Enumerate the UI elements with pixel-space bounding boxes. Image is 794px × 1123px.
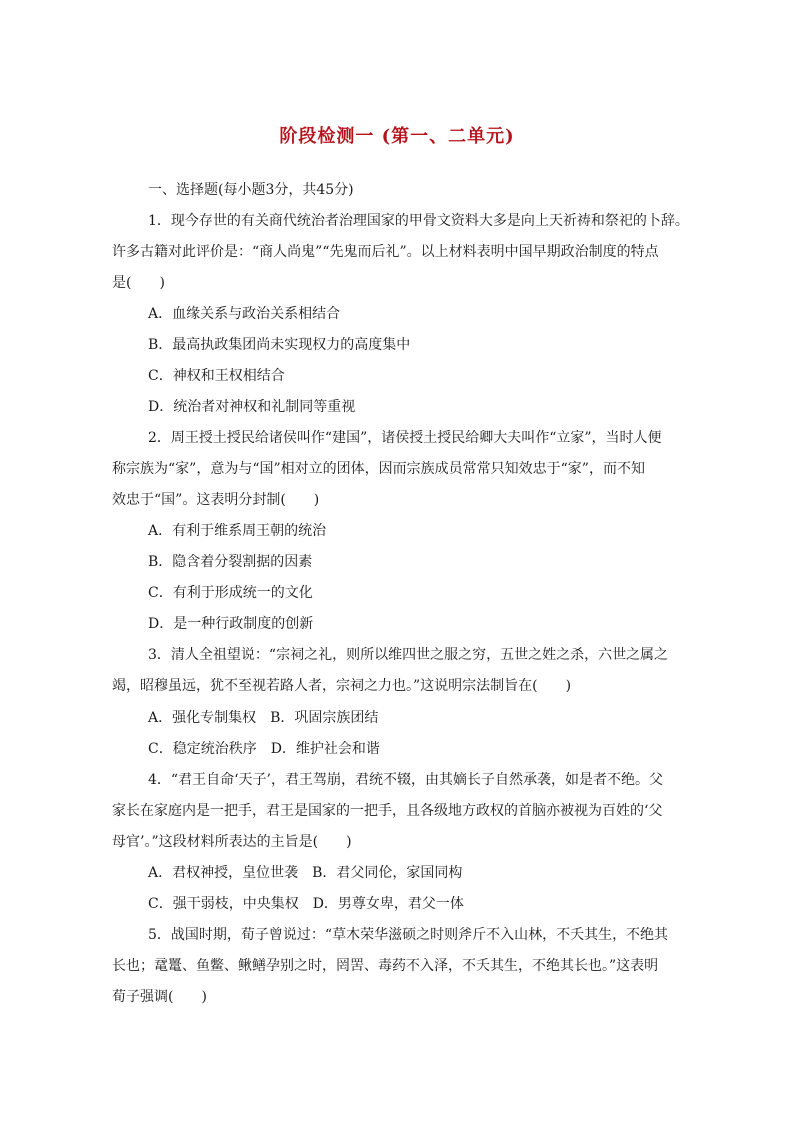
option-b: B．隐含着分裂割据的因素 [148, 554, 313, 570]
option-cd: C．强干弱枝，中央集权 D．男尊女卑，君父一体 [148, 896, 464, 912]
question-stem-line: 称宗族为“家”，意为与“国”相对立的团体，因而宗族成员常常只知效忠于“家”，而不知 [112, 461, 645, 477]
option-d: D．统治者对神权和礼制同等重视 [148, 399, 356, 415]
option-ab: A．君权神授，皇位世袭 B．君父同伦，家国同构 [148, 865, 463, 881]
section-heading: 一、选择题(每小题3分，共45分) [148, 182, 354, 198]
question-stem-line: 5．战国时期，荀子曾说过：“草木荣华滋硕之时则斧斤不入山林，不夭其生，不绝其 [148, 927, 669, 943]
page-title: 阶段检测一 (第一、二单元) [279, 126, 515, 147]
question-stem-line: 1．现今存世的有关商代统治者治理国家的甲骨文资料大多是向上天祈祷和祭祀的卜辞。 [148, 213, 689, 229]
option-cd: C．稳定统治秩序 D．维护社会和谐 [148, 741, 380, 757]
question-stem-line: 许多古籍对此评价是：“商人尚鬼”“先鬼而后礼”。以上材料表明中国早期政治制度的特点 [112, 244, 659, 260]
question-stem-line: 4．“君王自命‘天子’，君王驾崩，君统不辍，由其嫡长子自然承袭，如是者不绝。父 [148, 772, 663, 788]
question-stem-line: 母官’。”这段材料所表达的主旨是( ) [112, 834, 352, 850]
option-d: D．是一种行政制度的创新 [148, 616, 314, 632]
question-stem-line: 长也；鼋鼍、鱼鳖、鳅鳝孕别之时，罔罟、毒药不入泽，不夭其生，不绝其长也。”这表明 [112, 958, 659, 974]
question-stem-line: 是( ) [112, 275, 165, 291]
option-b: B．最高执政集团尚未实现权力的高度集中 [148, 337, 411, 353]
option-a: A．有利于维系周王朝的统治 [148, 523, 327, 539]
option-c: C．神权和王权相结合 [148, 368, 285, 384]
option-a: A．血缘关系与政治关系相结合 [148, 306, 341, 322]
question-stem-line: 竭，昭穆虽远，犹不至视若路人者，宗祠之力也。”这说明宗法制旨在( ) [112, 678, 572, 694]
option-ab: A．强化专制集权 B．巩固宗族团结 [148, 710, 379, 726]
question-stem-line: 荀子强调( ) [112, 989, 207, 1005]
question-stem-line: 2．周王授土授民给诸侯叫作“建国”，诸侯授土授民给卿大夫叫作“立家”，当时人便 [148, 430, 662, 446]
option-c: C．有利于形成统一的文化 [148, 585, 313, 601]
question-stem-line: 效忠于“国”。这表明分封制( ) [112, 492, 320, 508]
question-stem-line: 家长在家庭内是一把手，君王是国家的一把手，且各级地方政权的首脑亦被视为百姓的‘父 [112, 803, 663, 819]
question-stem-line: 3．清人全祖望说：“宗祠之礼，则所以维四世之服之穷，五世之姓之杀，六世之属之 [148, 647, 669, 663]
